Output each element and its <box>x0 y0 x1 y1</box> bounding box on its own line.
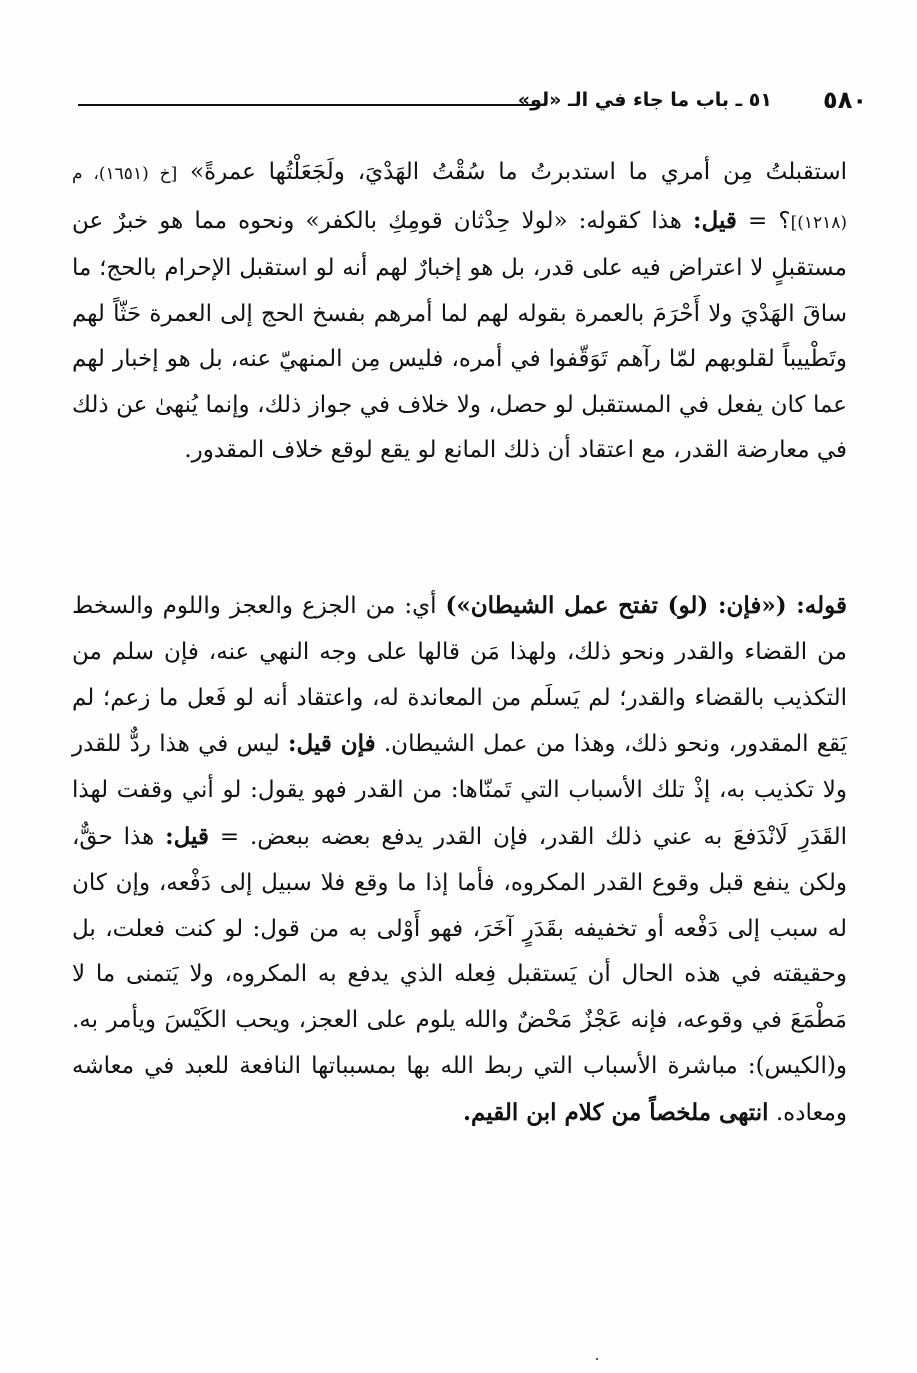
paragraph-1-text-b: ؟ = <box>736 207 791 234</box>
page-number: ٥٨٠ <box>823 86 867 114</box>
qawluhu-label: قوله: <box>796 592 847 619</box>
paragraph-1-text-c: هذا كقوله: «لولا حِدْثان قومِكِ بالكفر» ونحوه مما هو خبرٌ عن مستقبلٍ لا اعتراض فيه على قدر، بل هو إخبارٌ لهم أنه لو استقبل الإحرام بالحج؛ ما ساقَ الهَدْيَ ولا أَحْرَمَ بالعمرة بقوله لهم لما أمرهم بفسخ الحج إلى العمرة حَثّاً لهم وتَطْييباً لقلوبهم لمّا رآهم تَوَقّفوا في أمره، فليس مِن المنهيّ عنه، بل هو إخبار لهم عما كان يفعل في المستقبل لو حصل، ولا خلاف في جواز ذلك، وإنما يُنهىٰ عن ذلك في معارضة القدر، مع اعتقاد أن ذلك المانع لو يقع لوقع خلاف المقدور. <box>72 207 847 463</box>
paragraph-2-text-a: أي: من الجزع والعجز واللوم والسخط من القضاء والقدر ونحو ذلك، ولهذا مَن قالها على وجه النهي عنه، فإن سلم من التكذيب بالقضاء والقدر؛ لم يَسلَم من المعاندة له، واعتقاد أنه لو فَعل ما زعم؛ لم يَقع المقدور، ونحو ذلك، وهذا من عمل الشيطان. <box>72 593 847 758</box>
page-header <box>78 82 867 122</box>
paragraph-2-text-c: هذا حقٌّ، ولكن ينفع قبل وقوع القدر المكروه، فأما إذا ما وقع فلا سبيل إلى دَفْعه، وإن كان له سبب إلى دَفْعه أو تخفيفه بقَدَرٍ آخَرَ، فهو أَوْلى به من قول: لو كنت فعلت، بل وحقيقته في هذه الحال أن يَستقبل فِعله الذي يدفع به المكروه، ولا يَتمنى ما لا مَطْمَعَ في وقوعه، فإنه عَجْزٌ مَحْضٌ والله يلوم على العجز، ويحب الكَيْسَ ويأمر به. و(الكيس): مباشرة الأسباب التي ربط الله بها بمسبباتها النافعة للعبد في معاشه ومعاده. <box>72 823 847 1126</box>
paragraph-1 <box>72 150 847 474</box>
qila-label-2: قيل: <box>165 822 209 850</box>
scan-speck <box>596 1358 598 1360</box>
hadith-reference: [خ (١٦٥١)، م (١٢١٨)] <box>72 164 847 233</box>
qila-label: قيل: <box>693 206 737 234</box>
fa-in-qila-label: فإن قيل: <box>287 730 376 758</box>
hadith-quote: («فإن: (لو) تفتح عمل الشيطان») <box>445 592 797 619</box>
running-title: ٥١ ـ باب ما جاء في الـ «لو» <box>517 89 772 111</box>
header-rule <box>78 104 537 106</box>
paragraph-1-text-a: استقبلتُ مِن أمري ما استدبرتُ ما سُقْتُ الهَدْيَ، ولَجَعَلْتُها عمرةً» <box>190 159 847 185</box>
paragraph-2-text-b: ليس في هذا ردٌّ للقدر ولا تكذيب به، إذْ تلك الأسباب التي تَمنّاها: من القدر فهو يقول: لو أني وقفت لهذا القَدَرِ لَانْدَفعَ به عني ذلك القدر، فإن القدر يدفع بعضه ببعض. = <box>72 731 847 850</box>
closing-note: انتهى ملخصاً من كلام ابن القيم. <box>462 1098 769 1126</box>
paragraph-2 <box>72 583 847 1137</box>
